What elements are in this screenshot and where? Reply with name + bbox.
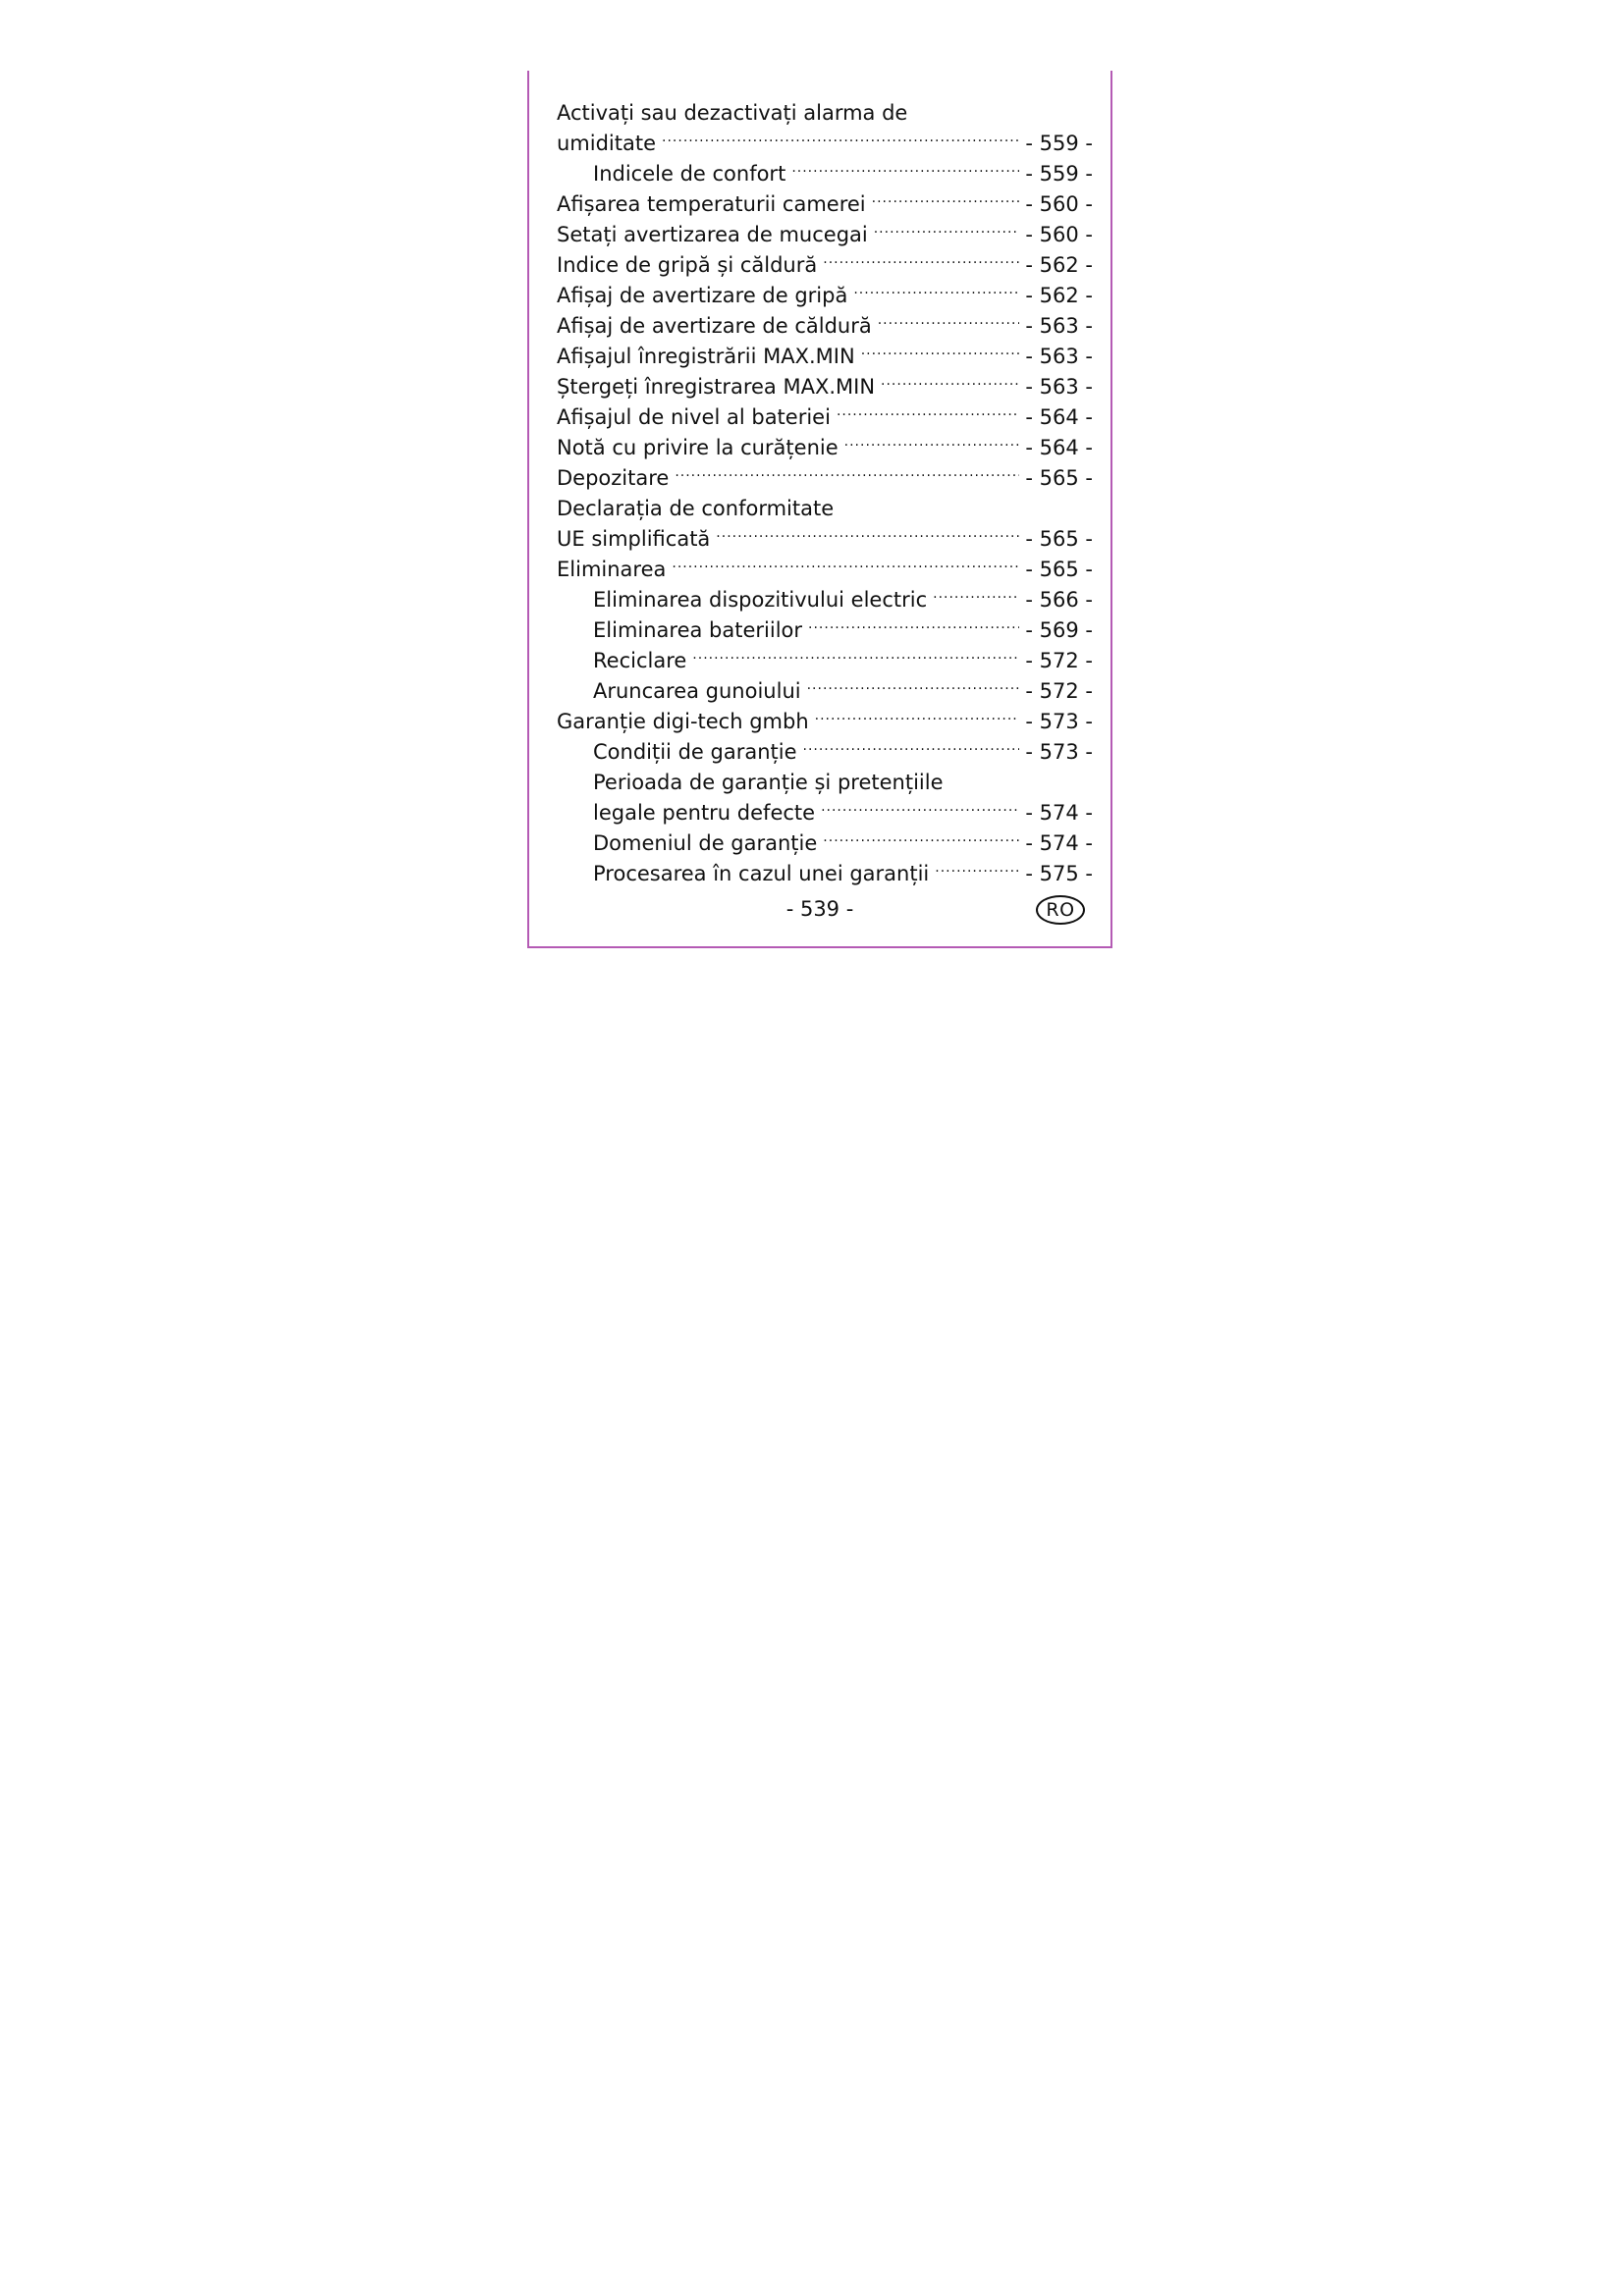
toc-dot-leader — [807, 677, 1020, 698]
toc-entry-page: - 562 - — [1025, 253, 1093, 277]
toc-entry[interactable] — [557, 798, 1093, 828]
toc-entry-page: - 573 - — [1025, 710, 1093, 733]
toc-entry[interactable] — [557, 555, 1093, 585]
toc-dot-leader — [791, 160, 1019, 181]
toc-entry-label: Afișaj de avertizare de căldură — [557, 314, 872, 338]
toc-dot-leader — [881, 373, 1019, 394]
toc-entry-label: Condiții de garanție — [593, 740, 797, 764]
toc-entry-label: Garanție digi-tech gmbh — [557, 710, 809, 733]
toc-entry-page: - 560 - — [1025, 192, 1093, 216]
toc-dot-leader — [808, 616, 1019, 637]
toc-entry[interactable] — [557, 311, 1093, 342]
toc-entry[interactable] — [557, 189, 1093, 220]
toc-dot-leader — [803, 738, 1020, 759]
toc-entry-label: Indicele de confort — [593, 162, 786, 186]
toc-dot-leader — [823, 829, 1019, 850]
toc-entry-label: Afișajul de nivel al bateriei — [557, 405, 831, 429]
toc-dot-leader — [872, 190, 1020, 211]
toc-entry-label: Setați avertizarea de mucegai — [557, 223, 868, 246]
toc-entry-page: - 569 - — [1025, 618, 1093, 642]
toc-entry-page: - 564 - — [1025, 405, 1093, 429]
toc-dot-leader — [933, 586, 1019, 607]
toc-dot-leader — [692, 647, 1019, 667]
toc-entry-label: Eliminarea — [557, 558, 667, 581]
toc-entry[interactable] — [557, 494, 1093, 524]
toc-entry-page: - 574 - — [1025, 831, 1093, 855]
toc-entry-page: - 566 - — [1025, 588, 1093, 612]
toc-entry[interactable] — [557, 342, 1093, 372]
toc-entry[interactable] — [557, 98, 1093, 129]
toc-entry-page: - 559 - — [1025, 132, 1093, 155]
toc-entry[interactable] — [557, 159, 1093, 189]
toc-entry[interactable] — [557, 463, 1093, 494]
toc-dot-leader — [662, 130, 1019, 150]
toc-dot-leader — [815, 708, 1020, 728]
toc-entry-label: Reciclare — [593, 649, 687, 672]
toc-dot-leader — [844, 434, 1020, 454]
toc-entry-label: Procesarea în cazul unei garanții — [593, 862, 930, 885]
toc-dot-leader — [878, 312, 1020, 333]
page-number: - 539 - — [785, 897, 854, 921]
toc-entry[interactable] — [557, 828, 1093, 859]
toc-entry[interactable] — [557, 737, 1093, 768]
toc-entry-page: - 574 - — [1025, 801, 1093, 825]
toc-entry[interactable] — [557, 402, 1093, 433]
toc-entry-page: - 572 - — [1025, 649, 1093, 672]
toc-entry-label: UE simplificată — [557, 527, 711, 551]
toc-entry[interactable] — [557, 433, 1093, 463]
toc-entry-page: - 572 - — [1025, 679, 1093, 703]
toc-entry-label: legale pentru defecte — [593, 801, 816, 825]
toc-entry-label: Activați sau dezactivați alarma de — [557, 101, 908, 125]
toc-entry[interactable] — [557, 615, 1093, 646]
toc-entry[interactable] — [557, 707, 1093, 737]
toc-entry[interactable] — [557, 524, 1093, 555]
toc-entry-page: - 565 - — [1025, 527, 1093, 551]
country-code-badge: RO — [1036, 895, 1085, 925]
page-footer — [527, 893, 1112, 933]
toc-entry-label: Depozitare — [557, 466, 670, 490]
toc-entry-label: Aruncarea gunoiului — [593, 679, 801, 703]
toc-dot-leader — [837, 403, 1019, 424]
toc-dot-leader — [821, 799, 1019, 820]
toc-entry-page: - 565 - — [1025, 558, 1093, 581]
toc-entry-label: Eliminarea bateriilor — [593, 618, 803, 642]
table-of-contents — [557, 98, 1093, 889]
toc-entry[interactable] — [557, 372, 1093, 402]
toc-entry-page: - 564 - — [1025, 436, 1093, 459]
toc-entry-label: Afișaj de avertizare de gripă — [557, 284, 848, 307]
toc-entry-label: Domeniul de garanție — [593, 831, 818, 855]
toc-entry-page: - 573 - — [1025, 740, 1093, 764]
toc-entry-label: Notă cu privire la curățenie — [557, 436, 839, 459]
toc-entry-label: Perioada de garanție și pretențiile — [593, 771, 944, 794]
toc-entry-label: Ștergeți înregistrarea MAX.MIN — [557, 375, 876, 399]
toc-entry[interactable] — [557, 220, 1093, 250]
toc-entry[interactable] — [557, 250, 1093, 281]
toc-entry[interactable] — [557, 768, 1093, 798]
toc-entry-page: - 575 - — [1025, 862, 1093, 885]
toc-entry[interactable] — [557, 129, 1093, 159]
toc-entry[interactable] — [557, 676, 1093, 707]
toc-entry-page: - 563 - — [1025, 375, 1093, 399]
toc-entry-label: Eliminarea dispozitivului electric — [593, 588, 928, 612]
toc-entry-label: Declarația de conformitate — [557, 497, 835, 520]
toc-dot-leader — [874, 221, 1020, 241]
toc-dot-leader — [716, 525, 1019, 546]
toc-entry-page: - 563 - — [1025, 314, 1093, 338]
toc-entry[interactable] — [557, 281, 1093, 311]
toc-dot-leader — [853, 282, 1019, 302]
toc-dot-leader — [823, 251, 1019, 272]
toc-entry[interactable] — [557, 585, 1093, 615]
toc-entry-label: umiditate — [557, 132, 657, 155]
toc-entry-page: - 559 - — [1025, 162, 1093, 186]
toc-dot-leader — [861, 343, 1020, 363]
toc-dot-leader — [672, 556, 1019, 576]
toc-entry[interactable] — [557, 859, 1093, 889]
toc-entry-label: Indice de gripă și căldură — [557, 253, 818, 277]
toc-entry-page: - 562 - — [1025, 284, 1093, 307]
toc-entry-label: Afișajul înregistrării MAX.MIN — [557, 345, 855, 368]
toc-dot-leader — [675, 464, 1019, 485]
toc-entry-label: Afișarea temperaturii camerei — [557, 192, 866, 216]
toc-entry-page: - 560 - — [1025, 223, 1093, 246]
toc-entry[interactable] — [557, 646, 1093, 676]
toc-dot-leader — [935, 860, 1019, 881]
toc-entry-page: - 565 - — [1025, 466, 1093, 490]
toc-entry-page: - 563 - — [1025, 345, 1093, 368]
